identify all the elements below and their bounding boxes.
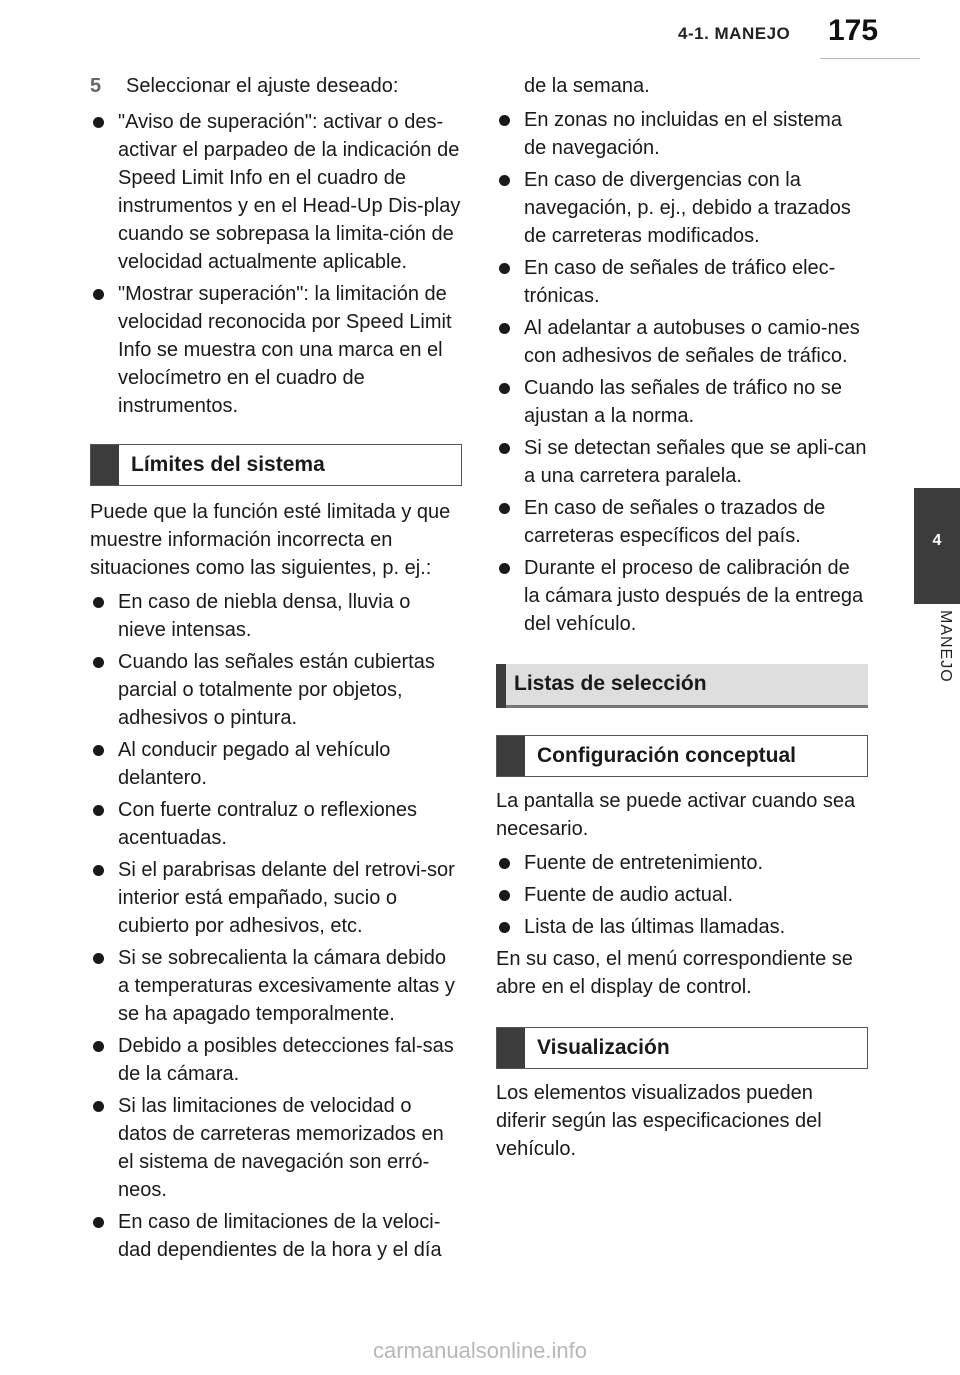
list-item: Si se detectan señales que se apli-can a una carretera paralela. (496, 434, 868, 490)
list-item: Si las limitaciones de velocidad o datos de carreteras memorizados en el sistema de navegación son erró-neos. (90, 1092, 462, 1204)
settings-list (90, 108, 462, 420)
heading-display (496, 1027, 868, 1069)
left-column (90, 72, 462, 1268)
watermark: carmanualsonline.info (372, 1338, 588, 1363)
heading-concept-config (496, 735, 868, 777)
list-item: Cuando las señales de tráfico no se ajustan a la norma. (496, 374, 868, 430)
concept-list (496, 849, 868, 941)
section-title: 4-1. MANEJO (678, 24, 791, 43)
list-item: En caso de limitaciones de la veloci-dad dependientes de la hora y el día (90, 1208, 462, 1264)
concept-outro: En su caso, el menú correspondiente se abre en el display de control. (496, 948, 853, 998)
list-item: En caso de señales de tráfico elec-trónicas. (496, 254, 868, 310)
list-item: Cuando las señales están cubiertas parcial o totalmente por objetos, adhesivos o pintura. (90, 648, 462, 732)
concept-intro: La pantalla se puede activar cuando sea necesario. (496, 790, 856, 840)
limits-list-continued (496, 106, 868, 638)
limits-intro: Puede que la función esté limitada y que muestre información incorrecta en situaciones como las siguientes, p. ej.: (90, 501, 451, 579)
list-item: En zonas no incluidas en el sistema de navegación. (496, 106, 868, 162)
heading-bar (91, 445, 119, 485)
heading-bar (497, 1028, 525, 1068)
page-header (0, 0, 960, 60)
heading-title: Listas de selección (514, 672, 707, 695)
header-rule (820, 58, 920, 59)
list-item: Debido a posibles detecciones fal-sas de la cámara. (90, 1032, 462, 1088)
step-text: Seleccionar el ajuste deseado: (126, 75, 399, 97)
display-text: Los elementos visualizados pueden diferir según las especificaciones del vehículo. (496, 1082, 822, 1160)
list-item: En caso de divergencias con la navegación, p. ej., debido a trazados de carreteras modificados. (496, 166, 868, 250)
list-item: "Mostrar superación": la limitación de velocidad reconocida por Speed Limit Info se muestra con una marca en el velocímetro en el cuadro de instrumentos. (90, 280, 462, 420)
list-item: Durante el proceso de calibración de la cámara justo después de la entrega del vehículo. (496, 554, 868, 638)
heading-bar (496, 664, 506, 708)
limits-list (90, 588, 462, 1264)
continuation-text: de la semana. (524, 75, 650, 97)
list-item: Al conducir pegado al vehículo delantero. (90, 736, 462, 792)
heading-bar (497, 736, 525, 776)
heading-system-limits (90, 444, 462, 486)
list-item: Si se sobrecalienta la cámara debido a temperaturas excesivamente altas y se ha apagado temporalmente. (90, 944, 462, 1028)
heading-title: Visualización (537, 1036, 670, 1059)
chapter-label: MANEJO (937, 610, 954, 683)
step-number: 5 (90, 75, 102, 97)
list-item: Si el parabrisas delante del retrovi-sor interior está empañado, sucio o cubierto por adhesivos, etc. (90, 856, 462, 940)
list-item: Fuente de audio actual. (496, 881, 868, 909)
page-number: 175 (828, 14, 879, 47)
list-item: Con fuerte contraluz o reflexiones acentuadas. (90, 796, 462, 852)
step (90, 72, 462, 100)
list-item: En caso de señales o trazados de carreteras específicos del país. (496, 494, 868, 550)
list-item: "Aviso de superación": activar o des-activar el parpadeo de la indicación de Speed Limit Info en el cuadro de instrumentos y en el Head-Up Dis-play cuando se sobrepasa la limita-ción de velocidad actualmente aplicable. (90, 108, 462, 276)
right-column (496, 72, 868, 1169)
list-item: Al adelantar a autobuses o camio-nes con adhesivos de señales de tráfico. (496, 314, 868, 370)
chapter-tab (914, 488, 960, 604)
list-item: Fuente de entretenimiento. (496, 849, 868, 877)
list-item: En caso de niebla densa, lluvia o nieve intensas. (90, 588, 462, 644)
heading-title: Configuración conceptual (537, 744, 797, 767)
list-item: Lista de las últimas llamadas. (496, 913, 868, 941)
heading-selection-lists (496, 664, 868, 708)
heading-title: Límites del sistema (131, 453, 325, 476)
chapter-number: 4 (932, 532, 942, 549)
